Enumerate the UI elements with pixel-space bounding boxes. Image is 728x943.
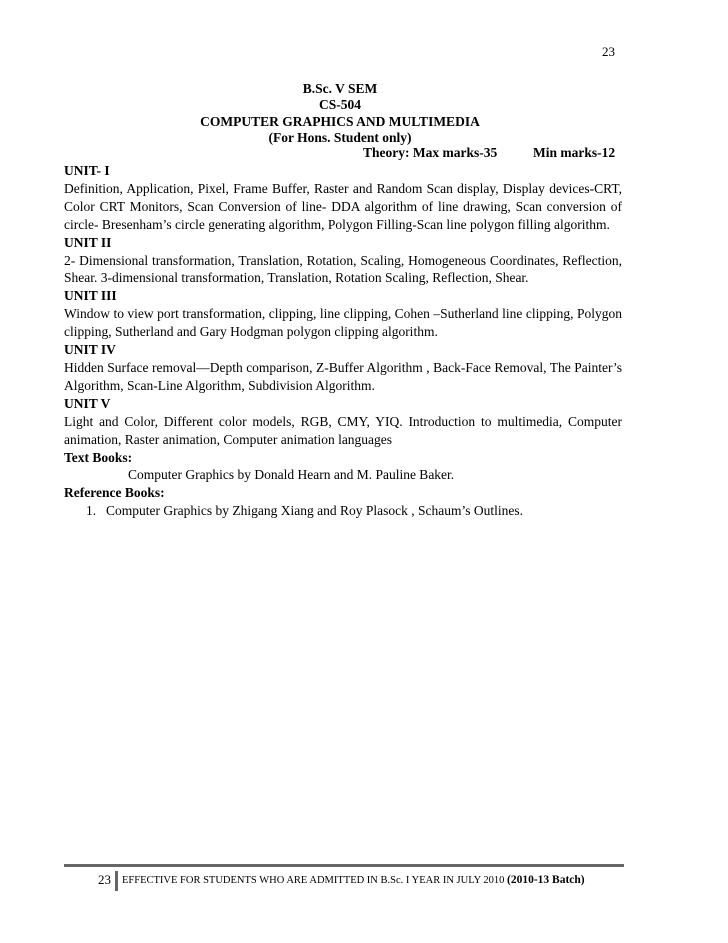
reference-books-title: Reference Books: (64, 485, 165, 501)
unit-4-text: Hidden Surface removal—Depth comparison, Z-Buffer Algorithm , Back-Face Removal, The Painter’s Algorithm, Scan-Line Algorithm, Subdivision Algorithm. (64, 359, 622, 393)
text-book-entry: Computer Graphics by Donald Hearn and M. Pauline Baker. (128, 467, 455, 483)
course-note: (For Hons. Student only) (268, 130, 412, 145)
footer-divider (115, 871, 118, 891)
reference-item (64, 502, 622, 520)
syllabus-body (64, 162, 622, 520)
course-code: CS-504 (318, 97, 361, 112)
reference-text: Computer Graphics by Zhigang Xiang and Roy Plasock , Schaum’s Outlines. (106, 503, 523, 519)
unit-2-text: 2- Dimensional transformation, Translation, Rotation, Scaling, Homogeneous Coordinates, Reflection, Shear. 3-dimensional transformation, Translation, Rotation Scaling, Reflection, Shear. (64, 252, 622, 286)
unit-5-text: Light and Color, Different color models, RGB, CMY, YIQ. Introduction to multimedia, Computer animation, Raster animation, Computer animation languages (64, 413, 622, 447)
unit-2-title: UNIT II (64, 234, 112, 250)
unit-1-text: Definition, Application, Pixel, Frame Buffer, Raster and Random Scan display, Display devices-CRT, Color CRT Monitors, Scan Conversion of line- DDA algorithm of line drawing, Scan conversion of circle- Bresenham’s circle generating algorithm, Polygon Filling-Scan line polygon filling algorithm. (64, 180, 622, 232)
reference-number: 1. (86, 503, 97, 519)
unit-3-text: Window to view port transformation, clipping, line clipping, Cohen –Sutherland line clipping, Polygon clipping, Sutherland and Gary Hodgman polygon clipping algorithm. (64, 306, 622, 340)
course-level: B.Sc. V SEM (302, 81, 378, 96)
max-marks: Theory: Max marks-35 (363, 145, 498, 160)
text-books-title: Text Books: (64, 449, 133, 465)
page-number: 23 (602, 44, 615, 59)
reference-list (64, 502, 622, 520)
footer-text (122, 874, 585, 886)
min-marks: Min marks-12 (533, 145, 616, 160)
footer-batch: (2010-13 Batch) (507, 874, 585, 886)
unit-3-title: UNIT III (64, 288, 117, 304)
unit-4-title: UNIT IV (64, 342, 116, 358)
page-footer (64, 864, 624, 893)
marks-line (363, 145, 615, 161)
footer-statement: EFFECTIVE FOR STUDENTS WHO ARE ADMITTED IN B.Sc. I YEAR IN JULY 2010 (122, 875, 505, 886)
footer-page-number: 23 (98, 872, 111, 887)
unit-1-title: UNIT- I (64, 163, 110, 178)
course-title: COMPUTER GRAPHICS AND MULTIMEDIA (200, 114, 480, 129)
unit-5-title: UNIT V (64, 395, 111, 411)
